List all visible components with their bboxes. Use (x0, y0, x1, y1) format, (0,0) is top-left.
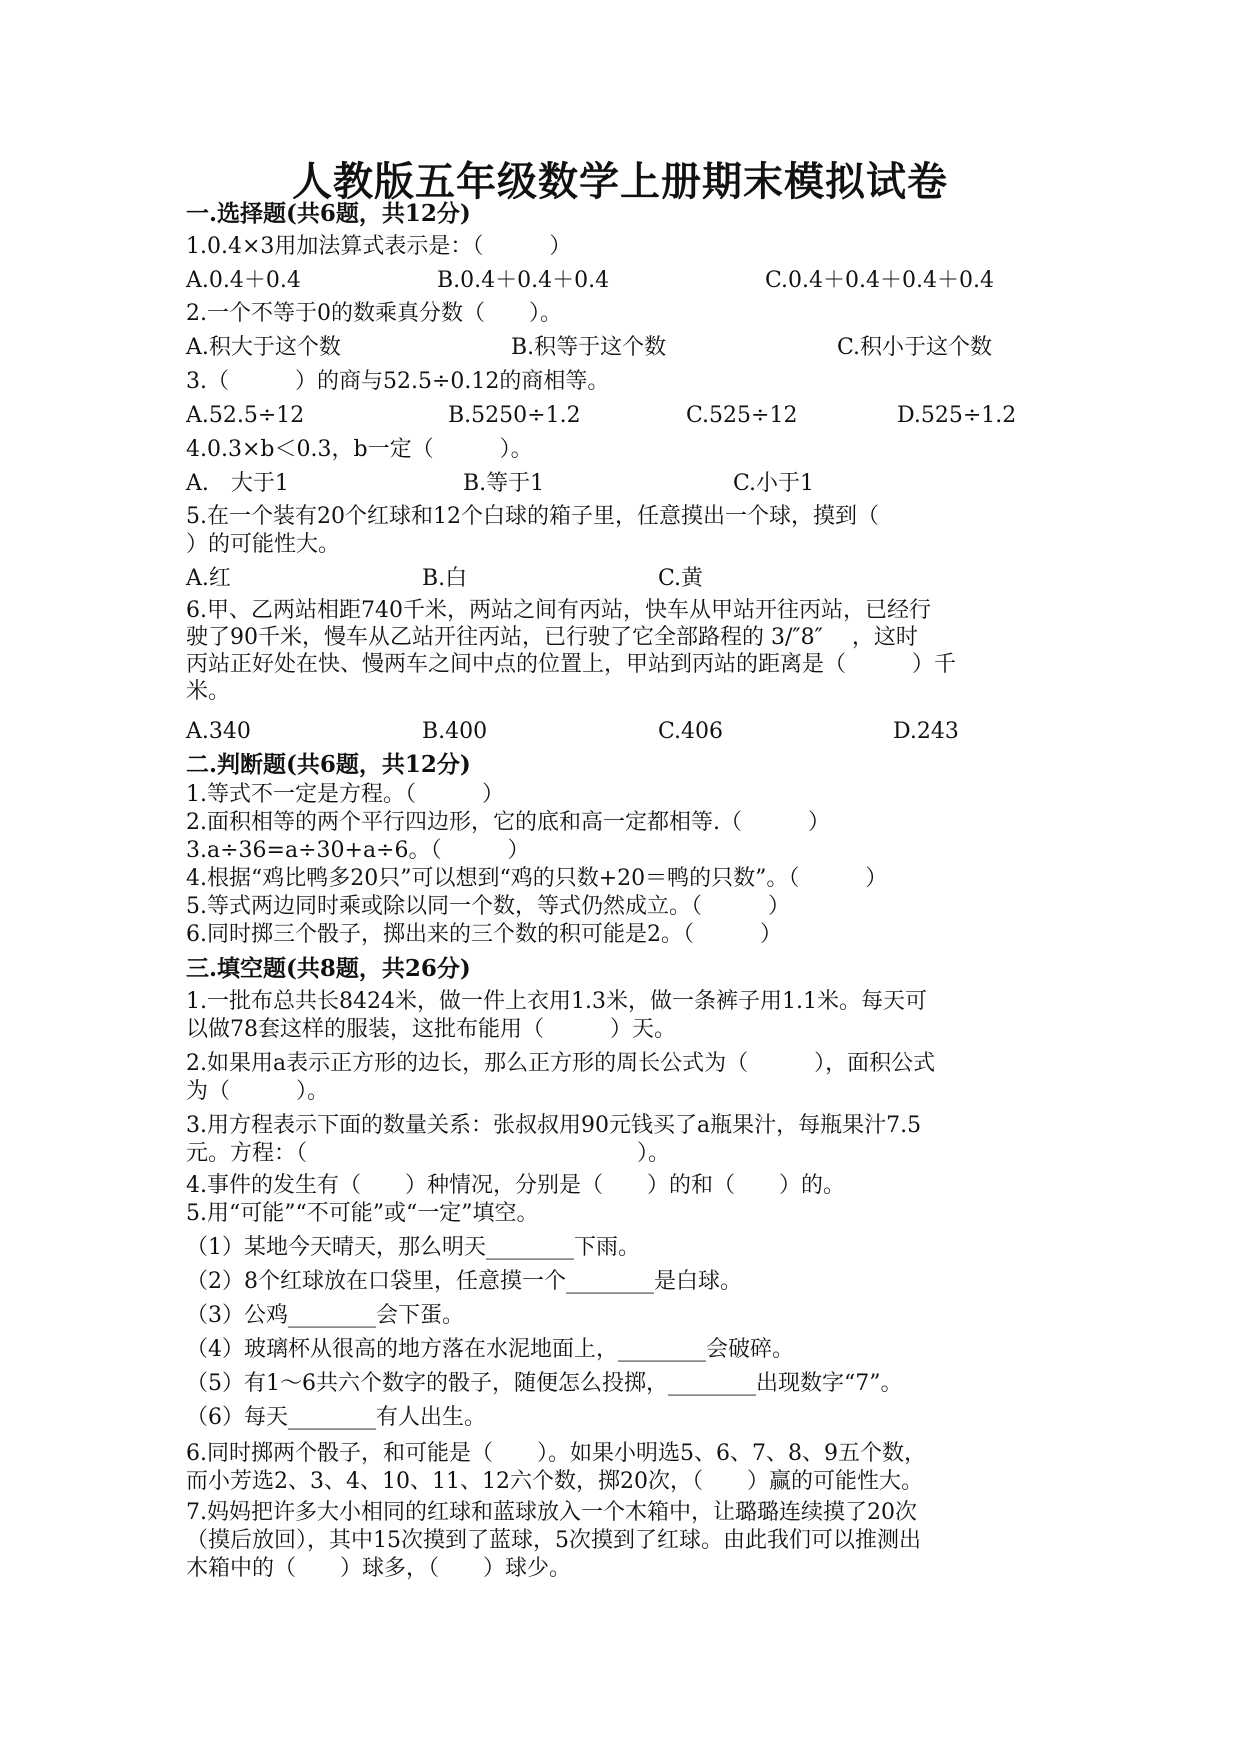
judgement-item: 1.等式不一定是方程。（ ） (186, 782, 504, 807)
fill-blank-line: （摸后放回），其中15次摸到了蓝球，5次摸到了红球。由此我们可以推测出 (186, 1528, 921, 1553)
fill-blank-line: 6.同时掷两个骰子，和可能是（ ）。如果小明选5、6、7、8、9五个数， (186, 1441, 926, 1466)
q3-option-a: A.52.5÷12 (186, 403, 305, 428)
q5-option-c: C.黄 (658, 566, 704, 591)
fill-blank-line: 木箱中的（ ）球多，（ ）球少。 (186, 1556, 572, 1581)
q1-option-c: C.0.4＋0.4＋0.4＋0.4 (765, 268, 994, 293)
question-4-stem: 4.0.3×b＜0.3，b一定（ ）。 (186, 437, 533, 462)
q4-option-a: A. 大于1 (186, 471, 289, 496)
question-5-stem-line-1: 5.在一个装有20个红球和12个白球的箱子里，任意摸出一个球，摸到（ (186, 504, 879, 529)
judgement-item: 3.a÷36=a÷30+a÷6。（ ） (186, 838, 530, 863)
fill-blank-line: 4.事件的发生有（ ）种情况，分别是（ ）的和（ ）的。 (186, 1173, 845, 1198)
question-6-stem-line-3: 丙站正好处在快、慢两车之间中点的位置上，甲站到丙站的距离是（ ）千 (186, 652, 957, 677)
judgement-item: 2.面积相等的两个平行四边形，它的底和高一定都相等.（ ） (186, 810, 830, 835)
q3-option-c: C.525÷12 (686, 403, 798, 428)
q1-option-b: B.0.4＋0.4＋0.4 (437, 268, 610, 293)
q6-option-c: C.406 (658, 719, 724, 744)
question-3-stem: 3.（ ）的商与52.5÷0.12的商相等。 (186, 369, 610, 394)
fill-blank-subitem: （6）每天________有人出生。 (186, 1405, 486, 1430)
fill-blank-line: 5.用“可能”“不可能”或“一定”填空。 (186, 1201, 539, 1226)
question-1-stem: 1.0.4×3用加法算式表示是：（ ） (186, 234, 572, 259)
q6-option-a: A.340 (186, 719, 251, 744)
q3-option-d: D.525÷1.2 (897, 403, 1017, 428)
q5-option-a: A.红 (186, 566, 231, 591)
section-heading-choice: 一.选择题(共6题，共12分) (186, 200, 471, 227)
q4-option-b: B.等于1 (463, 471, 545, 496)
judgement-item: 5.等式两边同时乘或除以同一个数，等式仍然成立。（ ） (186, 894, 790, 919)
judgement-item: 4.根据“鸡比鸭多20只”可以想到“鸡的只数+20＝鸭的只数”。（ ） (186, 866, 888, 891)
fill-blank-subitem: （1）某地今天晴天，那么明天________下雨。 (186, 1235, 640, 1260)
section-heading-fill-blank: 三.填空题(共8题，共26分) (186, 955, 471, 982)
question-6-stem-line-1: 6.甲、乙两站相距740千米，两站之间有丙站，快车从甲站开往丙站，已经行 (186, 598, 931, 623)
fill-blank-line: 为（ ）。 (186, 1079, 330, 1104)
exam-title: 人教版五年级数学上册期末模拟试卷 (292, 158, 948, 205)
q5-option-b: B.白 (422, 566, 468, 591)
fill-blank-line: 而小芳选2、3、4、10、11、12六个数，掷20次，（ ）赢的可能性大。 (186, 1469, 923, 1494)
judgement-item: 6.同时掷三个骰子，掷出来的三个数的积可能是2。（ ） (186, 922, 782, 947)
fill-blank-line: 2.如果用a表示正方形的边长，那么正方形的周长公式为（ ），面积公式 (186, 1051, 936, 1076)
q2-option-a: A.积大于这个数 (186, 335, 341, 360)
q6-option-b: B.400 (422, 719, 488, 744)
question-6-stem-line-4: 米。 (186, 679, 231, 704)
fill-blank-subitem: （2）8个红球放在口袋里，任意摸一个________是白球。 (186, 1269, 742, 1294)
q6-option-d: D.243 (893, 719, 959, 744)
fill-blank-subitem: （5）有1～6共六个数字的骰子，随便怎么投掷，________出现数字“7”。 (186, 1371, 903, 1396)
q2-option-c: C.积小于这个数 (837, 335, 993, 360)
fill-blank-line: 7.妈妈把许多大小相同的红球和蓝球放入一个木箱中，让璐璐连续摸了20次 (186, 1500, 917, 1525)
q2-option-b: B.积等于这个数 (511, 335, 667, 360)
section-heading-judgement: 二.判断题(共6题，共12分) (186, 751, 471, 778)
fill-blank-line: 元。方程：（ ）。 (186, 1141, 671, 1166)
q3-option-b: B.5250÷1.2 (448, 403, 581, 428)
q4-option-c: C.小于1 (733, 471, 815, 496)
q1-option-a: A.0.4＋0.4 (186, 268, 301, 293)
question-2-stem: 2.一个不等于0的数乘真分数（ ）。 (186, 301, 562, 326)
fill-blank-line: 1.一批布总共长8424米，做一件上衣用1.3米，做一条裤子用1.1米。每天可 (186, 989, 927, 1014)
fill-blank-line: 以做78套这样的服装，这批布能用（ ）天。 (186, 1017, 676, 1042)
fill-blank-subitem: （4）玻璃杯从很高的地方落在水泥地面上，________会破碎。 (186, 1337, 794, 1362)
fill-blank-subitem: （3）公鸡________会下蛋。 (186, 1303, 464, 1328)
question-5-stem-line-2: ）的可能性大。 (186, 532, 341, 557)
question-6-stem-line-2: 驶了90千米，慢车从乙站开往丙站，已行驶了它全部路程的 3/″8″ ，这时 (186, 625, 918, 650)
fill-blank-line: 3.用方程表示下面的数量关系：张叔叔用90元钱买了a瓶果汁，每瓶果汁7.5 (186, 1113, 922, 1138)
